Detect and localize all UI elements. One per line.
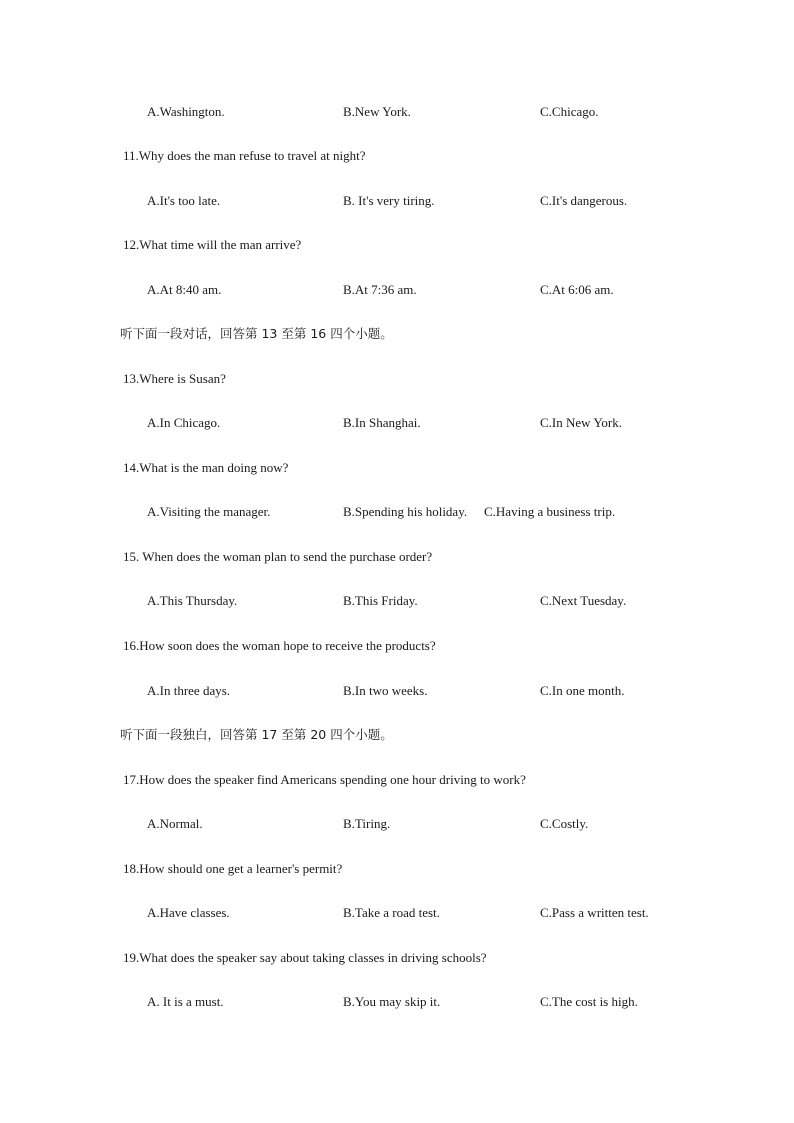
option-a: A.In Chicago. bbox=[147, 415, 221, 430]
option-a: A.Have classes. bbox=[147, 905, 230, 920]
question-14: 14.What is the man doing now? bbox=[123, 460, 289, 475]
question-17: 17.How does the speaker find Americans spending one hour driving to work? bbox=[123, 772, 526, 787]
option-b: B.This Friday. bbox=[343, 593, 418, 608]
option-b: B.At 7:36 am. bbox=[343, 282, 417, 297]
section-instruction: 听下面一段独白，回答第 17 至第 20 四个小题。 bbox=[120, 727, 393, 742]
option-c: C.Next Tuesday. bbox=[540, 593, 627, 608]
option-c: C.At 6:06 am. bbox=[540, 282, 614, 297]
option-b: B.You may skip it. bbox=[343, 994, 441, 1009]
section-instruction: 听下面一段对话，回答第 13 至第 16 四个小题。 bbox=[120, 326, 393, 341]
option-c: C.The cost is high. bbox=[540, 994, 638, 1009]
option-c: C.Costly. bbox=[540, 816, 589, 831]
option-c: C.Pass a written test. bbox=[540, 905, 649, 920]
option-a: A.Visiting the manager. bbox=[147, 504, 271, 519]
option-a: A.At 8:40 am. bbox=[147, 282, 222, 297]
question-12: 12.What time will the man arrive? bbox=[123, 237, 302, 252]
question-18: 18.How should one get a learner's permit? bbox=[123, 861, 343, 876]
option-a: A.It's too late. bbox=[147, 193, 221, 208]
question-15: 15. When does the woman plan to send the purchase order? bbox=[123, 549, 433, 564]
option-a: A.This Thursday. bbox=[147, 593, 238, 608]
option-c: C.Having a business trip. bbox=[484, 504, 616, 519]
option-a: A.In three days. bbox=[147, 683, 231, 698]
question-11: 11.Why does the man refuse to travel at night? bbox=[123, 148, 366, 163]
option-a: A. It is a must. bbox=[147, 994, 224, 1009]
question-13: 13.Where is Susan? bbox=[123, 371, 226, 386]
option-b: B.Spending his holiday. bbox=[343, 504, 468, 519]
option-a: A.Normal. bbox=[147, 816, 203, 831]
option-b: B.New York. bbox=[343, 104, 411, 119]
option-b: B.Take a road test. bbox=[343, 905, 440, 920]
option-c: C.In one month. bbox=[540, 683, 625, 698]
option-b: B.In Shanghai. bbox=[343, 415, 421, 430]
option-b: B.In two weeks. bbox=[343, 683, 428, 698]
option-b: B. It's very tiring. bbox=[343, 193, 435, 208]
option-c: C.It's dangerous. bbox=[540, 193, 628, 208]
option-c: C.In New York. bbox=[540, 415, 622, 430]
option-b: B.Tiring. bbox=[343, 816, 391, 831]
question-19: 19.What does the speaker say about taking classes in driving schools? bbox=[123, 950, 487, 965]
option-c: C.Chicago. bbox=[540, 104, 599, 119]
option-a: A.Washington. bbox=[147, 104, 225, 119]
question-16: 16.How soon does the woman hope to receive the products? bbox=[123, 638, 436, 653]
